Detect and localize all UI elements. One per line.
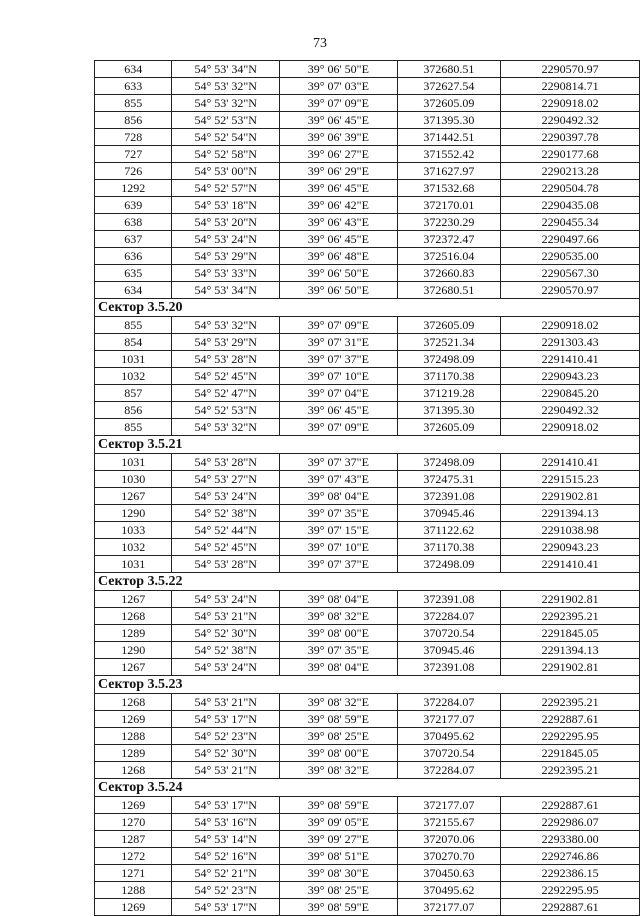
point-number-cell: 1289 xyxy=(95,625,172,642)
latitude-cell: 54° 52' 16"N xyxy=(172,848,280,865)
point-number-cell: 1267 xyxy=(95,591,172,608)
y-coordinate-cell: 2293380.00 xyxy=(501,831,640,848)
x-coordinate-cell: 370495.62 xyxy=(397,728,501,745)
point-number-cell: 1269 xyxy=(95,711,172,728)
x-coordinate-cell: 370945.46 xyxy=(397,642,501,659)
latitude-cell: 54° 52' 53"N xyxy=(172,112,280,129)
x-coordinate-cell: 372498.09 xyxy=(397,454,501,471)
point-number-cell: 634 xyxy=(95,282,172,299)
sector-title: Сектор 3.5.23 xyxy=(95,676,640,694)
longitude-cell: 39° 07' 43"E xyxy=(280,471,398,488)
point-number-cell: 635 xyxy=(95,265,172,282)
y-coordinate-cell: 2290435.08 xyxy=(501,197,640,214)
table-row xyxy=(95,556,640,573)
table-row xyxy=(95,163,640,180)
sector-header-row xyxy=(95,676,640,694)
y-coordinate-cell: 2290567.30 xyxy=(501,265,640,282)
latitude-cell: 54° 53' 28"N xyxy=(172,454,280,471)
longitude-cell: 39° 08' 32"E xyxy=(280,762,398,779)
latitude-cell: 54° 53' 24"N xyxy=(172,659,280,676)
y-coordinate-cell: 2292295.95 xyxy=(501,882,640,899)
latitude-cell: 54° 52' 44"N xyxy=(172,522,280,539)
latitude-cell: 54° 53' 28"N xyxy=(172,556,280,573)
longitude-cell: 39° 07' 37"E xyxy=(280,454,398,471)
point-number-cell: 633 xyxy=(95,78,172,95)
x-coordinate-cell: 370945.46 xyxy=(397,505,501,522)
table-row xyxy=(95,368,640,385)
point-number-cell: 1290 xyxy=(95,505,172,522)
table-row xyxy=(95,112,640,129)
latitude-cell: 54° 52' 23"N xyxy=(172,882,280,899)
point-number-cell: 1033 xyxy=(95,522,172,539)
y-coordinate-cell: 2291410.41 xyxy=(501,351,640,368)
table-row xyxy=(95,608,640,625)
y-coordinate-cell: 2291845.05 xyxy=(501,625,640,642)
point-number-cell: 1032 xyxy=(95,539,172,556)
latitude-cell: 54° 53' 34"N xyxy=(172,282,280,299)
x-coordinate-cell: 372516.04 xyxy=(397,248,501,265)
point-number-cell: 1269 xyxy=(95,797,172,814)
x-coordinate-cell: 372605.09 xyxy=(397,419,501,436)
longitude-cell: 39° 07' 09"E xyxy=(280,317,398,334)
point-number-cell: 637 xyxy=(95,231,172,248)
table-row xyxy=(95,454,640,471)
x-coordinate-cell: 372391.08 xyxy=(397,591,501,608)
point-number-cell: 1268 xyxy=(95,762,172,779)
longitude-cell: 39° 08' 00"E xyxy=(280,625,398,642)
table-row xyxy=(95,814,640,831)
point-number-cell: 854 xyxy=(95,334,172,351)
longitude-cell: 39° 07' 10"E xyxy=(280,368,398,385)
table-row xyxy=(95,214,640,231)
x-coordinate-cell: 370495.62 xyxy=(397,882,501,899)
latitude-cell: 54° 52' 57"N xyxy=(172,180,280,197)
x-coordinate-cell: 371442.51 xyxy=(397,129,501,146)
y-coordinate-cell: 2291902.81 xyxy=(501,591,640,608)
point-number-cell: 855 xyxy=(95,95,172,112)
sector-title: Сектор 3.5.22 xyxy=(95,573,640,591)
x-coordinate-cell: 372391.08 xyxy=(397,488,501,505)
x-coordinate-cell: 372177.07 xyxy=(397,711,501,728)
point-number-cell: 1270 xyxy=(95,814,172,831)
table-row xyxy=(95,745,640,762)
y-coordinate-cell: 2292386.15 xyxy=(501,865,640,882)
longitude-cell: 39° 06' 48"E xyxy=(280,248,398,265)
table-row xyxy=(95,78,640,95)
longitude-cell: 39° 06' 45"E xyxy=(280,180,398,197)
y-coordinate-cell: 2290504.78 xyxy=(501,180,640,197)
x-coordinate-cell: 372605.09 xyxy=(397,95,501,112)
point-number-cell: 1032 xyxy=(95,368,172,385)
y-coordinate-cell: 2292986.07 xyxy=(501,814,640,831)
point-number-cell: 1272 xyxy=(95,848,172,865)
longitude-cell: 39° 06' 50"E xyxy=(280,61,398,78)
x-coordinate-cell: 370720.54 xyxy=(397,745,501,762)
y-coordinate-cell: 2290213.28 xyxy=(501,163,640,180)
point-number-cell: 1268 xyxy=(95,694,172,711)
sector-header-row xyxy=(95,436,640,454)
sector-title: Сектор 3.5.24 xyxy=(95,779,640,797)
x-coordinate-cell: 372475.31 xyxy=(397,471,501,488)
table-row xyxy=(95,591,640,608)
longitude-cell: 39° 08' 04"E xyxy=(280,591,398,608)
longitude-cell: 39° 08' 00"E xyxy=(280,745,398,762)
longitude-cell: 39° 06' 27"E xyxy=(280,146,398,163)
latitude-cell: 54° 53' 28"N xyxy=(172,351,280,368)
table-row xyxy=(95,831,640,848)
latitude-cell: 54° 53' 29"N xyxy=(172,248,280,265)
latitude-cell: 54° 53' 29"N xyxy=(172,334,280,351)
x-coordinate-cell: 372177.07 xyxy=(397,797,501,814)
longitude-cell: 39° 08' 04"E xyxy=(280,659,398,676)
longitude-cell: 39° 08' 59"E xyxy=(280,899,398,916)
x-coordinate-cell: 371395.30 xyxy=(397,112,501,129)
latitude-cell: 54° 53' 32"N xyxy=(172,95,280,112)
table-row xyxy=(95,899,640,916)
table-row xyxy=(95,317,640,334)
x-coordinate-cell: 370450.63 xyxy=(397,865,501,882)
y-coordinate-cell: 2290397.78 xyxy=(501,129,640,146)
y-coordinate-cell: 2290918.02 xyxy=(501,419,640,436)
page-number: 73 xyxy=(313,36,327,51)
latitude-cell: 54° 52' 38"N xyxy=(172,642,280,659)
table-row xyxy=(95,694,640,711)
table-row xyxy=(95,351,640,368)
table-row xyxy=(95,865,640,882)
longitude-cell: 39° 09' 27"E xyxy=(280,831,398,848)
x-coordinate-cell: 371122.62 xyxy=(397,522,501,539)
longitude-cell: 39° 06' 29"E xyxy=(280,163,398,180)
point-number-cell: 857 xyxy=(95,385,172,402)
x-coordinate-cell: 371170.38 xyxy=(397,539,501,556)
sector-header-row xyxy=(95,299,640,317)
longitude-cell: 39° 08' 32"E xyxy=(280,694,398,711)
latitude-cell: 54° 52' 53"N xyxy=(172,402,280,419)
latitude-cell: 54° 53' 34"N xyxy=(172,61,280,78)
y-coordinate-cell: 2292395.21 xyxy=(501,694,640,711)
latitude-cell: 54° 52' 38"N xyxy=(172,505,280,522)
y-coordinate-cell: 2290570.97 xyxy=(501,282,640,299)
y-coordinate-cell: 2290455.34 xyxy=(501,214,640,231)
table-row xyxy=(95,265,640,282)
point-number-cell: 638 xyxy=(95,214,172,231)
x-coordinate-cell: 370270.70 xyxy=(397,848,501,865)
latitude-cell: 54° 53' 24"N xyxy=(172,591,280,608)
x-coordinate-cell: 372284.07 xyxy=(397,694,501,711)
latitude-cell: 54° 52' 45"N xyxy=(172,539,280,556)
longitude-cell: 39° 08' 25"E xyxy=(280,882,398,899)
latitude-cell: 54° 52' 30"N xyxy=(172,745,280,762)
point-number-cell: 855 xyxy=(95,419,172,436)
latitude-cell: 54° 52' 21"N xyxy=(172,865,280,882)
table-row xyxy=(95,848,640,865)
x-coordinate-cell: 372680.51 xyxy=(397,282,501,299)
table-row xyxy=(95,797,640,814)
table-row xyxy=(95,95,640,112)
latitude-cell: 54° 53' 32"N xyxy=(172,317,280,334)
y-coordinate-cell: 2292395.21 xyxy=(501,762,640,779)
table-row xyxy=(95,61,640,78)
latitude-cell: 54° 53' 18"N xyxy=(172,197,280,214)
longitude-cell: 39° 06' 45"E xyxy=(280,402,398,419)
latitude-cell: 54° 52' 30"N xyxy=(172,625,280,642)
x-coordinate-cell: 372521.34 xyxy=(397,334,501,351)
latitude-cell: 54° 53' 27"N xyxy=(172,471,280,488)
longitude-cell: 39° 07' 03"E xyxy=(280,78,398,95)
x-coordinate-cell: 372605.09 xyxy=(397,317,501,334)
point-number-cell: 728 xyxy=(95,129,172,146)
point-number-cell: 1288 xyxy=(95,882,172,899)
table-row xyxy=(95,129,640,146)
point-number-cell: 1267 xyxy=(95,659,172,676)
y-coordinate-cell: 2290845.20 xyxy=(501,385,640,402)
longitude-cell: 39° 09' 05"E xyxy=(280,814,398,831)
latitude-cell: 54° 52' 23"N xyxy=(172,728,280,745)
latitude-cell: 54° 53' 17"N xyxy=(172,797,280,814)
point-number-cell: 1031 xyxy=(95,454,172,471)
x-coordinate-cell: 372391.08 xyxy=(397,659,501,676)
x-coordinate-cell: 372230.29 xyxy=(397,214,501,231)
x-coordinate-cell: 372070.06 xyxy=(397,831,501,848)
x-coordinate-cell: 372284.07 xyxy=(397,762,501,779)
longitude-cell: 39° 06' 45"E xyxy=(280,231,398,248)
x-coordinate-cell: 372498.09 xyxy=(397,351,501,368)
longitude-cell: 39° 06' 42"E xyxy=(280,197,398,214)
y-coordinate-cell: 2292395.21 xyxy=(501,608,640,625)
point-number-cell: 639 xyxy=(95,197,172,214)
table-row xyxy=(95,659,640,676)
point-number-cell: 1267 xyxy=(95,488,172,505)
table-row xyxy=(95,882,640,899)
table-row xyxy=(95,488,640,505)
y-coordinate-cell: 2290814.71 xyxy=(501,78,640,95)
y-coordinate-cell: 2291394.13 xyxy=(501,642,640,659)
point-number-cell: 1269 xyxy=(95,899,172,916)
sector-header-row xyxy=(95,573,640,591)
point-number-cell: 1268 xyxy=(95,608,172,625)
latitude-cell: 54° 52' 58"N xyxy=(172,146,280,163)
point-number-cell: 1289 xyxy=(95,745,172,762)
x-coordinate-cell: 372284.07 xyxy=(397,608,501,625)
y-coordinate-cell: 2291902.81 xyxy=(501,488,640,505)
table-row xyxy=(95,146,640,163)
y-coordinate-cell: 2291845.05 xyxy=(501,745,640,762)
x-coordinate-cell: 371170.38 xyxy=(397,368,501,385)
sector-title: Сектор 3.5.21 xyxy=(95,436,640,454)
table-row xyxy=(95,419,640,436)
longitude-cell: 39° 07' 10"E xyxy=(280,539,398,556)
x-coordinate-cell: 371219.28 xyxy=(397,385,501,402)
point-number-cell: 856 xyxy=(95,402,172,419)
coordinates-table xyxy=(94,60,640,916)
y-coordinate-cell: 2290570.97 xyxy=(501,61,640,78)
x-coordinate-cell: 372177.07 xyxy=(397,899,501,916)
longitude-cell: 39° 07' 37"E xyxy=(280,556,398,573)
latitude-cell: 54° 53' 16"N xyxy=(172,814,280,831)
latitude-cell: 54° 53' 21"N xyxy=(172,608,280,625)
latitude-cell: 54° 53' 32"N xyxy=(172,78,280,95)
latitude-cell: 54° 53' 17"N xyxy=(172,711,280,728)
latitude-cell: 54° 53' 21"N xyxy=(172,694,280,711)
table-row xyxy=(95,334,640,351)
latitude-cell: 54° 53' 24"N xyxy=(172,488,280,505)
x-coordinate-cell: 372498.09 xyxy=(397,556,501,573)
point-number-cell: 634 xyxy=(95,61,172,78)
x-coordinate-cell: 372372.47 xyxy=(397,231,501,248)
y-coordinate-cell: 2290918.02 xyxy=(501,95,640,112)
point-number-cell: 1290 xyxy=(95,642,172,659)
x-coordinate-cell: 372627.54 xyxy=(397,78,501,95)
longitude-cell: 39° 08' 59"E xyxy=(280,711,398,728)
longitude-cell: 39° 06' 45"E xyxy=(280,112,398,129)
point-number-cell: 1292 xyxy=(95,180,172,197)
longitude-cell: 39° 06' 43"E xyxy=(280,214,398,231)
y-coordinate-cell: 2291303.43 xyxy=(501,334,640,351)
x-coordinate-cell: 372155.67 xyxy=(397,814,501,831)
y-coordinate-cell: 2291410.41 xyxy=(501,556,640,573)
longitude-cell: 39° 06' 50"E xyxy=(280,265,398,282)
longitude-cell: 39° 07' 35"E xyxy=(280,642,398,659)
point-number-cell: 726 xyxy=(95,163,172,180)
y-coordinate-cell: 2290943.23 xyxy=(501,368,640,385)
longitude-cell: 39° 07' 37"E xyxy=(280,351,398,368)
y-coordinate-cell: 2292887.61 xyxy=(501,899,640,916)
table-row xyxy=(95,471,640,488)
x-coordinate-cell: 372680.51 xyxy=(397,61,501,78)
latitude-cell: 54° 53' 17"N xyxy=(172,899,280,916)
table-row xyxy=(95,231,640,248)
longitude-cell: 39° 07' 09"E xyxy=(280,95,398,112)
table-row xyxy=(95,539,640,556)
latitude-cell: 54° 53' 24"N xyxy=(172,231,280,248)
y-coordinate-cell: 2290535.00 xyxy=(501,248,640,265)
table-row xyxy=(95,282,640,299)
y-coordinate-cell: 2292295.95 xyxy=(501,728,640,745)
table-row xyxy=(95,522,640,539)
point-number-cell: 636 xyxy=(95,248,172,265)
longitude-cell: 39° 07' 09"E xyxy=(280,419,398,436)
x-coordinate-cell: 371532.68 xyxy=(397,180,501,197)
point-number-cell: 1287 xyxy=(95,831,172,848)
point-number-cell: 1271 xyxy=(95,865,172,882)
point-number-cell: 1030 xyxy=(95,471,172,488)
longitude-cell: 39° 08' 04"E xyxy=(280,488,398,505)
y-coordinate-cell: 2292887.61 xyxy=(501,797,640,814)
longitude-cell: 39° 06' 39"E xyxy=(280,129,398,146)
y-coordinate-cell: 2292887.61 xyxy=(501,711,640,728)
longitude-cell: 39° 08' 51"E xyxy=(280,848,398,865)
latitude-cell: 54° 53' 00"N xyxy=(172,163,280,180)
point-number-cell: 1031 xyxy=(95,351,172,368)
table-row xyxy=(95,197,640,214)
y-coordinate-cell: 2290497.66 xyxy=(501,231,640,248)
latitude-cell: 54° 53' 33"N xyxy=(172,265,280,282)
x-coordinate-cell: 371552.42 xyxy=(397,146,501,163)
latitude-cell: 54° 52' 47"N xyxy=(172,385,280,402)
sector-header-row xyxy=(95,779,640,797)
y-coordinate-cell: 2290492.32 xyxy=(501,112,640,129)
longitude-cell: 39° 06' 50"E xyxy=(280,282,398,299)
table-row xyxy=(95,385,640,402)
longitude-cell: 39° 07' 35"E xyxy=(280,505,398,522)
y-coordinate-cell: 2290918.02 xyxy=(501,317,640,334)
point-number-cell: 1031 xyxy=(95,556,172,573)
point-number-cell: 855 xyxy=(95,317,172,334)
y-coordinate-cell: 2290943.23 xyxy=(501,539,640,556)
longitude-cell: 39° 07' 31"E xyxy=(280,334,398,351)
table-row xyxy=(95,248,640,265)
y-coordinate-cell: 2291394.13 xyxy=(501,505,640,522)
latitude-cell: 54° 53' 20"N xyxy=(172,214,280,231)
longitude-cell: 39° 08' 32"E xyxy=(280,608,398,625)
longitude-cell: 39° 08' 30"E xyxy=(280,865,398,882)
point-number-cell: 1288 xyxy=(95,728,172,745)
y-coordinate-cell: 2290177.68 xyxy=(501,146,640,163)
x-coordinate-cell: 371395.30 xyxy=(397,402,501,419)
table-row xyxy=(95,642,640,659)
x-coordinate-cell: 372660.83 xyxy=(397,265,501,282)
sector-title: Сектор 3.5.20 xyxy=(95,299,640,317)
y-coordinate-cell: 2292746.86 xyxy=(501,848,640,865)
latitude-cell: 54° 53' 32"N xyxy=(172,419,280,436)
table-row xyxy=(95,180,640,197)
table-row xyxy=(95,505,640,522)
latitude-cell: 54° 52' 45"N xyxy=(172,368,280,385)
x-coordinate-cell: 372170.01 xyxy=(397,197,501,214)
y-coordinate-cell: 2291902.81 xyxy=(501,659,640,676)
table-row xyxy=(95,711,640,728)
x-coordinate-cell: 371627.97 xyxy=(397,163,501,180)
table-row xyxy=(95,728,640,745)
y-coordinate-cell: 2291038.98 xyxy=(501,522,640,539)
latitude-cell: 54° 53' 21"N xyxy=(172,762,280,779)
longitude-cell: 39° 08' 25"E xyxy=(280,728,398,745)
coordinates-table-body xyxy=(95,61,640,916)
x-coordinate-cell: 370720.54 xyxy=(397,625,501,642)
table-row xyxy=(95,762,640,779)
longitude-cell: 39° 07' 04"E xyxy=(280,385,398,402)
table-row xyxy=(95,402,640,419)
y-coordinate-cell: 2291410.41 xyxy=(501,454,640,471)
y-coordinate-cell: 2291515.23 xyxy=(501,471,640,488)
table-row xyxy=(95,625,640,642)
latitude-cell: 54° 52' 54"N xyxy=(172,129,280,146)
point-number-cell: 727 xyxy=(95,146,172,163)
latitude-cell: 54° 53' 14"N xyxy=(172,831,280,848)
longitude-cell: 39° 08' 59"E xyxy=(280,797,398,814)
y-coordinate-cell: 2290492.32 xyxy=(501,402,640,419)
point-number-cell: 856 xyxy=(95,112,172,129)
longitude-cell: 39° 07' 15"E xyxy=(280,522,398,539)
